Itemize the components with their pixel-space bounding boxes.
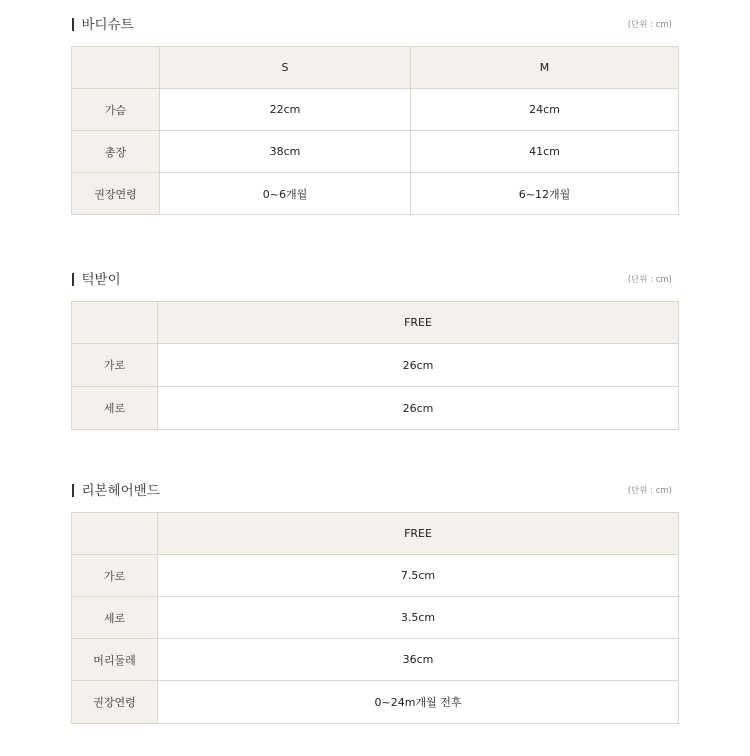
section-header-bodysuit bbox=[72, 15, 678, 35]
table-cell: 36cm bbox=[158, 639, 679, 681]
section-title: 턱받이 bbox=[72, 270, 121, 290]
table-cell: 41cm bbox=[411, 131, 679, 173]
size-table-bodysuit bbox=[71, 46, 679, 215]
unit-note: (단위 : cm) bbox=[627, 275, 672, 285]
table-row bbox=[72, 681, 679, 724]
table-row bbox=[72, 344, 679, 387]
row-label: 머리둘레 bbox=[72, 639, 158, 681]
column-header-s: S bbox=[160, 47, 411, 89]
table-row bbox=[72, 89, 679, 131]
table-cell: 22cm bbox=[160, 89, 411, 131]
unit-note: (단위 : cm) bbox=[627, 486, 672, 496]
table-row bbox=[72, 173, 679, 215]
table-cell: 0~6개월 bbox=[160, 173, 411, 215]
column-header-m: M bbox=[411, 47, 679, 89]
table-cell: 38cm bbox=[160, 131, 411, 173]
section-header-bib bbox=[72, 270, 678, 290]
size-table-ribbon-hairband bbox=[71, 512, 679, 724]
table-cell: 24cm bbox=[411, 89, 679, 131]
row-label: 권장연령 bbox=[72, 681, 158, 724]
table-cell: 3.5cm bbox=[158, 597, 679, 639]
table-cell: 26cm bbox=[158, 344, 679, 387]
section-header-ribbon-hairband bbox=[72, 481, 678, 501]
section-title: 리본헤어밴드 bbox=[72, 481, 160, 501]
table-corner-cell bbox=[72, 302, 158, 344]
table-row bbox=[72, 555, 679, 597]
size-table-bib bbox=[71, 301, 679, 430]
table-row bbox=[72, 597, 679, 639]
table-row bbox=[72, 387, 679, 430]
table-cell: 7.5cm bbox=[158, 555, 679, 597]
table-row bbox=[72, 639, 679, 681]
column-header-free: FREE bbox=[158, 513, 679, 555]
table-row bbox=[72, 131, 679, 173]
table-corner-cell bbox=[72, 47, 160, 89]
section-title: 바디슈트 bbox=[72, 15, 134, 35]
row-label: 가로 bbox=[72, 555, 158, 597]
table-cell: 0~24m개월 전후 bbox=[158, 681, 679, 724]
row-label: 권장연령 bbox=[72, 173, 160, 215]
row-label: 총장 bbox=[72, 131, 160, 173]
row-label: 세로 bbox=[72, 597, 158, 639]
table-corner-cell bbox=[72, 513, 158, 555]
unit-note: (단위 : cm) bbox=[627, 20, 672, 30]
table-cell: 26cm bbox=[158, 387, 679, 430]
column-header-free: FREE bbox=[158, 302, 679, 344]
row-label: 가슴 bbox=[72, 89, 160, 131]
row-label: 세로 bbox=[72, 387, 158, 430]
table-cell: 6~12개월 bbox=[411, 173, 679, 215]
row-label: 가로 bbox=[72, 344, 158, 387]
